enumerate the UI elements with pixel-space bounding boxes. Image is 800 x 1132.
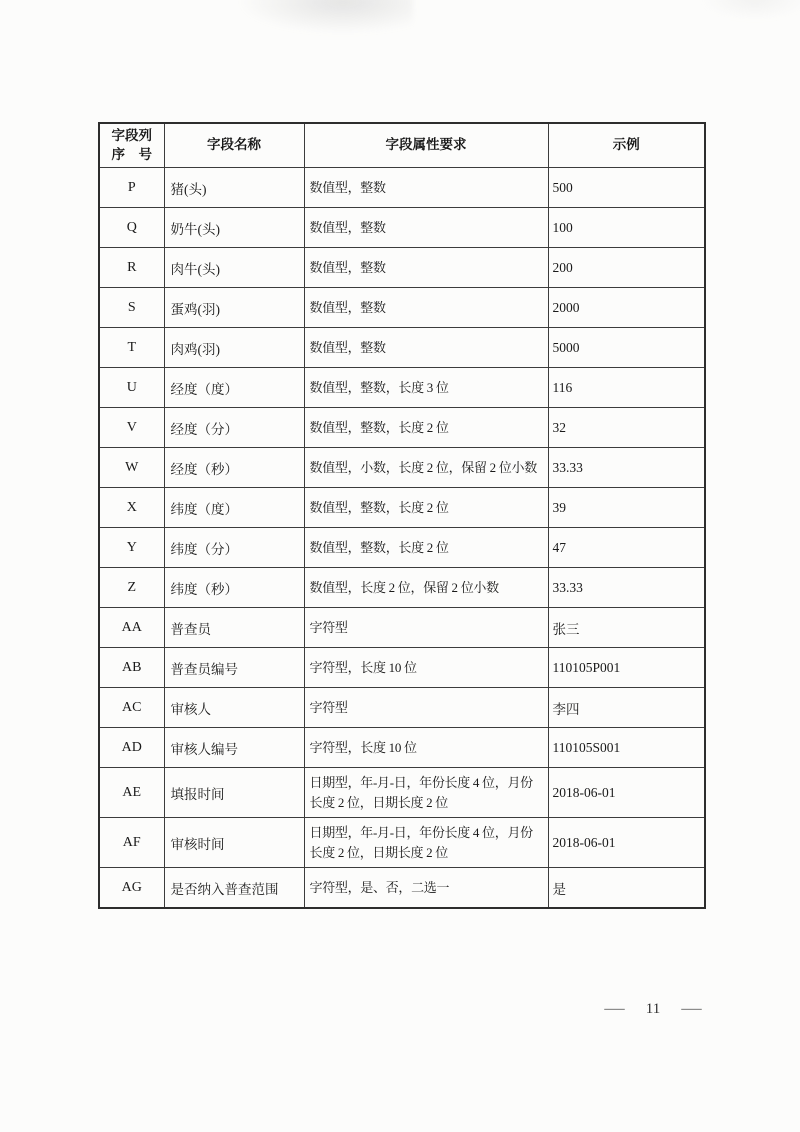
cell-name: 纬度（秒） <box>164 568 304 608</box>
cell-seq: U <box>99 368 164 408</box>
page-number-dash-right: — <box>681 1001 702 1017</box>
table-row <box>99 648 705 688</box>
page-number <box>604 1001 702 1018</box>
cell-attr: 字符型，长度 10 位 <box>304 648 548 688</box>
cell-example: 500 <box>548 168 705 208</box>
cell-example: 47 <box>548 528 705 568</box>
cell-name: 蛋鸡(羽) <box>164 288 304 328</box>
cell-example: 张三 <box>548 608 705 648</box>
table-row <box>99 448 705 488</box>
table-row <box>99 728 705 768</box>
cell-example: 39 <box>548 488 705 528</box>
scan-smudge <box>238 0 413 34</box>
table-row <box>99 328 705 368</box>
cell-attr: 日期型，年-月-日，年份长度 4 位，月份长度 2 位，日期长度 2 位 <box>304 818 548 868</box>
cell-name: 经度（分） <box>164 408 304 448</box>
cell-seq: Z <box>99 568 164 608</box>
table-row <box>99 368 705 408</box>
cell-attr: 日期型，年-月-日，年份长度 4 位，月份长度 2 位，日期长度 2 位 <box>304 768 548 818</box>
cell-seq: P <box>99 168 164 208</box>
header-cell-attribute-requirement: 字段属性要求 <box>304 123 548 168</box>
table-row <box>99 408 705 448</box>
cell-name: 普查员 <box>164 608 304 648</box>
cell-seq: Q <box>99 208 164 248</box>
table-row <box>99 768 705 818</box>
table-row <box>99 608 705 648</box>
cell-example: 100 <box>548 208 705 248</box>
cell-example: 33.33 <box>548 568 705 608</box>
cell-attr: 数值型，长度 2 位，保留 2 位小数 <box>304 568 548 608</box>
header-cell-example: 示例 <box>548 123 705 168</box>
cell-attr: 数值型，整数，长度 2 位 <box>304 488 548 528</box>
table-row <box>99 288 705 328</box>
cell-seq: AD <box>99 728 164 768</box>
header-cell-sequence <box>99 123 164 168</box>
cell-seq: T <box>99 328 164 368</box>
cell-example: 32 <box>548 408 705 448</box>
table-row <box>99 168 705 208</box>
table-row <box>99 868 705 909</box>
cell-name: 是否纳入普查范围 <box>164 868 304 909</box>
header-seq-line2: 序 号 <box>111 146 152 162</box>
cell-seq: X <box>99 488 164 528</box>
cell-name: 审核人 <box>164 688 304 728</box>
cell-name: 猪(头) <box>164 168 304 208</box>
cell-name: 填报时间 <box>164 768 304 818</box>
cell-seq: W <box>99 448 164 488</box>
cell-example: 2018-06-01 <box>548 818 705 868</box>
cell-seq: Y <box>99 528 164 568</box>
page-number-dash-left: — <box>604 1001 625 1017</box>
cell-seq: AE <box>99 768 164 818</box>
cell-name: 肉鸡(羽) <box>164 328 304 368</box>
table-row <box>99 488 705 528</box>
cell-name: 纬度（分） <box>164 528 304 568</box>
cell-seq: S <box>99 288 164 328</box>
cell-example: 110105S001 <box>548 728 705 768</box>
cell-seq: AA <box>99 608 164 648</box>
header-cell-field-name: 字段名称 <box>164 123 304 168</box>
cell-example: 2018-06-01 <box>548 768 705 818</box>
table-row <box>99 248 705 288</box>
table-row <box>99 528 705 568</box>
cell-attr: 数值型，整数，长度 3 位 <box>304 368 548 408</box>
field-table-body <box>99 168 705 909</box>
cell-name: 普查员编号 <box>164 648 304 688</box>
cell-attr: 字符型 <box>304 688 548 728</box>
header-seq-line1: 字段列 <box>111 128 152 144</box>
cell-attr: 数值型，整数 <box>304 328 548 368</box>
cell-example: 33.33 <box>548 448 705 488</box>
cell-attr: 数值型，整数，长度 2 位 <box>304 528 548 568</box>
cell-attr: 数值型，整数 <box>304 168 548 208</box>
cell-name: 纬度（度） <box>164 488 304 528</box>
cell-attr: 字符型 <box>304 608 548 648</box>
cell-seq: AF <box>99 818 164 868</box>
cell-attr: 数值型，整数 <box>304 248 548 288</box>
cell-attr: 数值型，整数 <box>304 208 548 248</box>
table-header-row <box>99 123 705 168</box>
cell-seq: AB <box>99 648 164 688</box>
cell-example: 2000 <box>548 288 705 328</box>
scan-smudge <box>700 0 800 20</box>
cell-name: 审核人编号 <box>164 728 304 768</box>
field-specification-table <box>98 122 706 909</box>
table-row <box>99 208 705 248</box>
table-row <box>99 568 705 608</box>
cell-example: 116 <box>548 368 705 408</box>
cell-attr: 字符型，长度 10 位 <box>304 728 548 768</box>
cell-example: 5000 <box>548 328 705 368</box>
cell-attr: 数值型，整数 <box>304 288 548 328</box>
table-row <box>99 688 705 728</box>
cell-seq: AC <box>99 688 164 728</box>
cell-name: 审核时间 <box>164 818 304 868</box>
cell-seq: AG <box>99 868 164 909</box>
cell-name: 奶牛(头) <box>164 208 304 248</box>
cell-name: 肉牛(头) <box>164 248 304 288</box>
cell-attr: 字符型，是、否，二选一 <box>304 868 548 909</box>
cell-attr: 数值型，小数，长度 2 位，保留 2 位小数 <box>304 448 548 488</box>
cell-name: 经度（度） <box>164 368 304 408</box>
cell-example: 李四 <box>548 688 705 728</box>
cell-example: 200 <box>548 248 705 288</box>
table-row <box>99 818 705 868</box>
page-number-value: 11 <box>645 1001 661 1017</box>
cell-example: 110105P001 <box>548 648 705 688</box>
cell-seq: R <box>99 248 164 288</box>
cell-attr: 数值型，整数，长度 2 位 <box>304 408 548 448</box>
cell-name: 经度（秒） <box>164 448 304 488</box>
cell-seq: V <box>99 408 164 448</box>
cell-example: 是 <box>548 868 705 909</box>
